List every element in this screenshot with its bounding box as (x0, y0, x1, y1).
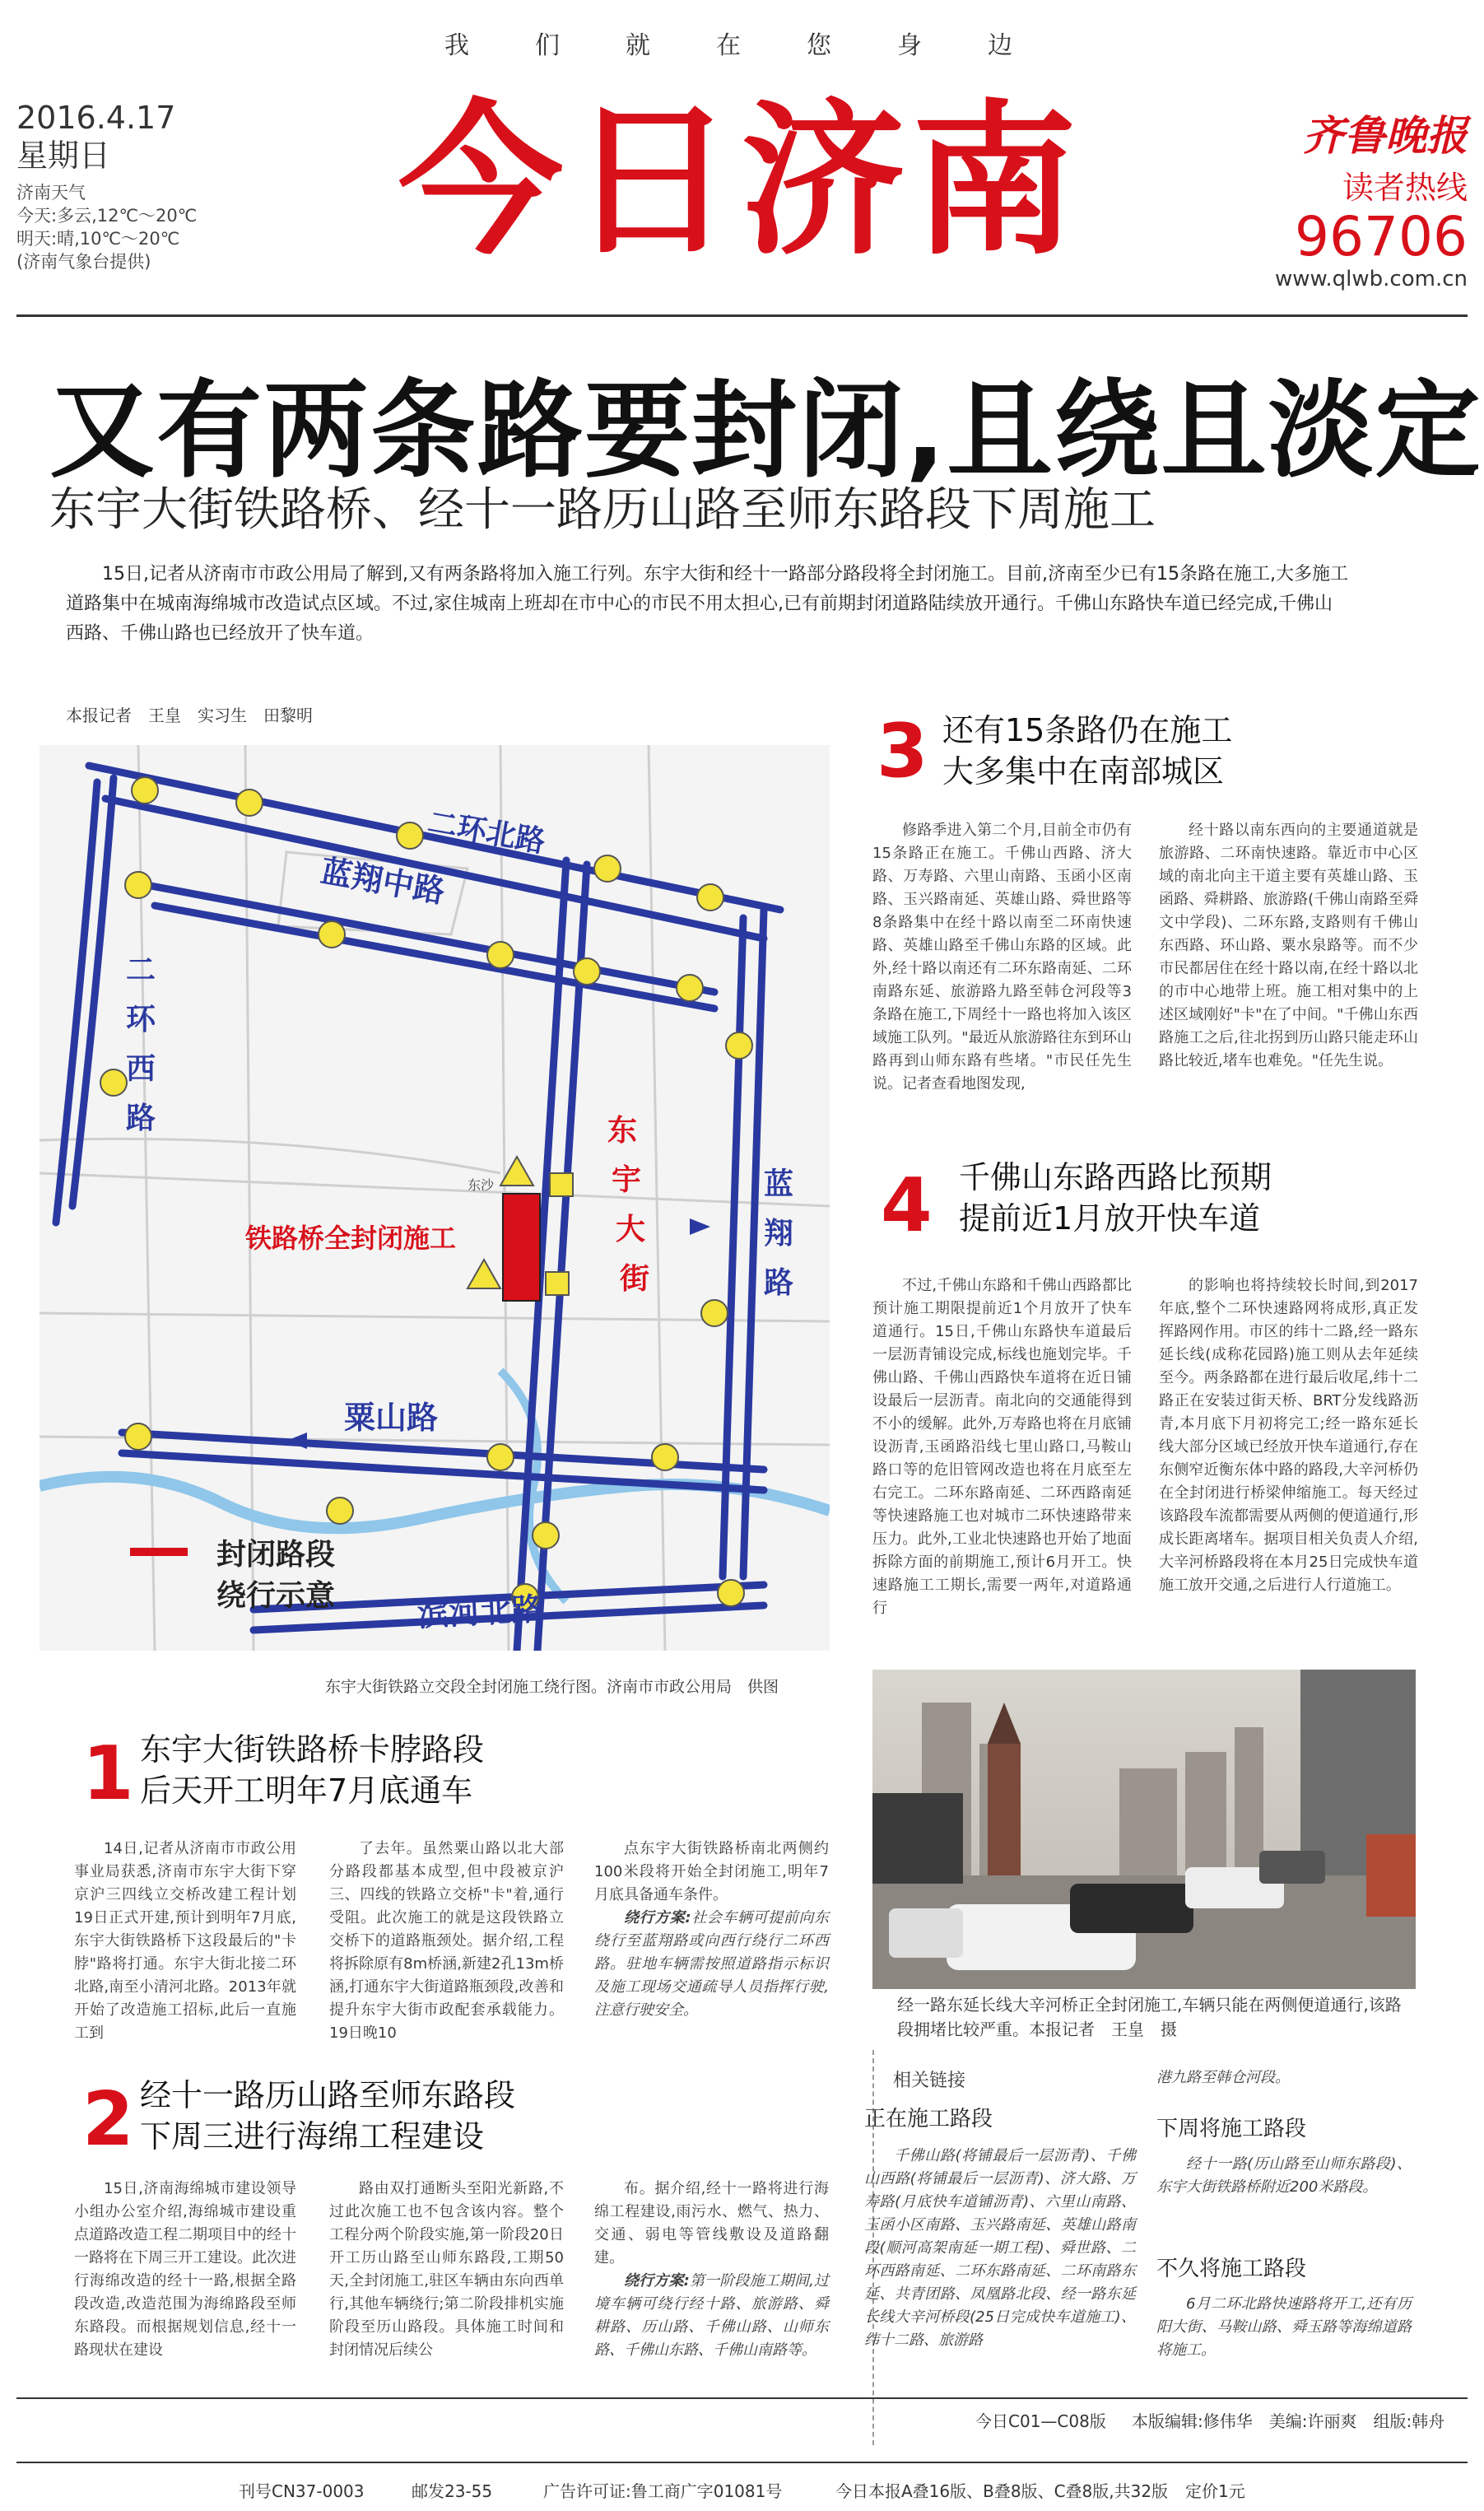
byline: 本报记者 王皇 实习生 田黎明 (66, 706, 313, 725)
photo-graphic (872, 1670, 1416, 1989)
masthead-slogan: 我们就在您身边 (444, 31, 1078, 60)
footer-postal: 邮发23-55 (412, 2481, 493, 2501)
map-label-lanxiang-3: 路 (764, 1265, 794, 1300)
map-label-dongyu-4: 街 (620, 1261, 650, 1296)
section-2-col1: 15日,济南海绵城市建设领导小组办公室介绍,海绵城市建设重点道路改造工程二期项目中的经十一路将在下周三开工建设。此次进行海绵改造的经十一路,根据全路段改造,改造范围为海绵路段至师东路段。而根据规划信息,经十一路现状在建设 (74, 2180, 296, 2359)
detour-map-graphic (40, 745, 830, 1651)
paper-logo: 齐鲁晚报 (1303, 111, 1468, 160)
map-label-erhuan-west-4: 路 (126, 1101, 156, 1135)
section-3-title-line1: 还有15条路仍在施工 (942, 712, 1233, 748)
masthead-title: 今日济南 (398, 84, 1083, 277)
related-upcoming-title: 下周将施工路段 (1156, 2117, 1307, 2141)
section-3-title (942, 710, 1232, 792)
section-1-detour (594, 1907, 829, 2022)
footer-editors: 本版编辑:修伟华 美编:许丽爽 组版:韩舟 (1132, 2411, 1445, 2431)
weather-today: 今天:多云,12℃～20℃ (16, 206, 198, 226)
section-2-detour (594, 2270, 829, 2362)
map-legend-closed: 封闭路段 (216, 1537, 336, 1572)
section-2-number: 2 (82, 2076, 134, 2163)
map-caption: 东宇大街铁路立交段全封闭施工绕行图。济南市市政公用局 供图 (325, 1678, 779, 1696)
section-4-col2: 的影响也将持续较长时间,到2017年底,整个二环快速路网将成形,真正发挥路网作用。市区的纬十二路,经一路东延长线(成称花园路)施工则从去年延续至今。两条路都在进行最后收尾,纬十二路正在安装过街天桥、BRT分发线路沥青,本月底下月初将完工;经一路东延长线大部分区域已经放开快车道通行,存在东侧窄近衡东体中路的路段,大辛河桥仍在全封闭进行桥梁伸缩施工。每天经过该路段车流都需要从两侧的便道通行,形成长距离堵车。据项目相关负责人介绍,大辛河桥路段将在本月25日完成快车道施工放开交通,之后进行人行道施工。 (1159, 1277, 1418, 1594)
weather-source: (济南气象台提供) (16, 252, 151, 272)
map-legend-detour: 绕行示意 (216, 1578, 336, 1613)
section-1-col2: 了去年。虽然粟山路以北大部分路段都基本成型,但中段被京沪三、四线的铁路立交桥"卡"着,通行受阻。此次施工的就是这段铁路立交桥下的道路瓶颈处。据介绍,工程将拆除原有8m桥涵,新建2孔13m桥涵,打通东宇大街道路瓶颈段,改善和提升东宇大街市政配套承载能力。19日晚10 (329, 1840, 564, 2042)
map-label-lanxiang-2: 翔 (764, 1216, 794, 1251)
map-label-erhuan-west-3: 西 (126, 1051, 156, 1086)
related-upcoming-text: 经十一路(历山路至山师东路段)、东宇大街铁路桥附近200米路段。 (1156, 2155, 1412, 2196)
section-2-detour-title: 绕行方案: (624, 2272, 690, 2290)
hotline-label: 读者热线 (1342, 170, 1468, 206)
map-label-dongyu-2: 宇 (612, 1162, 642, 1197)
section-2-col3 (594, 2178, 829, 2362)
section-1-title (140, 1729, 484, 1811)
map-label-erhuan-west-2: 环 (126, 1002, 156, 1037)
map-label-binhe-north: 滨河北路 (416, 1590, 544, 1633)
section-4-title-line1: 千佛山东路西路比预期 (959, 1159, 1272, 1195)
section-1-col3-text: 点东宇大街铁路桥南北两侧约100米段将开始全封闭施工,明年7月底具备通车条件。 (594, 1840, 829, 1903)
section-2-col2: 路由双打通断头至阳光新路,不过此次施工也不包含该内容。整个工程分两个阶段实施,第一阶段20日开工历山路至山师东路段,工期50天,全封闭施工,驻区车辆由东向西单行,其他车辆绕行;第二阶段排机实施阶段至历山路段。具体施工时间和封闭情况后续公 (329, 2180, 564, 2359)
footer-rule-top (16, 2397, 1468, 2399)
related-longterm-text: 6月二环北路快速路将开工,还有历阳大街、马鞍山路、舜玉路等海绵道路将施工。 (1156, 2295, 1412, 2359)
section-2-title-line2: 下周三进行海绵工程建设 (140, 2118, 485, 2155)
section-3-title-line2: 大多集中在南部城区 (942, 753, 1225, 790)
page-subheadline: 东宇大街铁路桥、经十一路历山路至师东路段下周施工 (49, 483, 1156, 537)
section-2-title-line1: 经十一路历山路至师东路段 (140, 2077, 516, 2113)
related-current-text: 千佛山路(将铺最后一层沥青)、千佛山西路(将铺最后一层沥青)、济大路、万寿路(月底快车道铺沥青)、六里山南路、玉函小区南路、玉兴路南延、英雄山路南段(顺河高架南延一期工程)、舜世路、二环西路南延、二环东路南延、二环南路东延、共青团路、凤凰路北段、经一路东延长线大辛河桥段(25日完成快车道施工)、纬十二路、旅游路 (864, 2147, 1136, 2349)
map-label-lanxiang-1: 蓝 (764, 1167, 794, 1201)
related-title: 相关链接 (893, 2071, 966, 2091)
weather-title: 济南天气 (16, 183, 86, 203)
issue-weekday: 星期日 (16, 137, 111, 174)
section-3-number: 3 (877, 708, 928, 794)
lead-paragraph: 15日,记者从济南市市政公用局了解到,又有两条路将加入施工行列。东宇大街和经十一路部分路段将全封闭施工。目前,济南至少已有15条路在施工,大多施工道路集中在城南海绵城市改造试点区域。不过,家住城南上班却在市中心的市民不用太担心,已有前期封闭道路陆续放开通行。千佛山东路快车道已经完成,千佛山西路、千佛山路也已经放开了快车道。 (66, 564, 1348, 644)
section-2-detour-text: 第一阶段施工期间,过境车辆可绕行经十路、旅游路、舜耕路、历山路、千佛山路、山师东路、千佛山东路、千佛山南路等。 (594, 2272, 829, 2359)
section-3-col2: 经十路以南东西向的主要通道就是旅游路、二环南快速路。靠近市中心区域的南北向主干道主要有英雄山路、玉函路、舜耕路、旅游路(千佛山南路至舜文中学段)、二环东路,支路则有千佛山东西路、环山路、粟水泉路等。而不少市民都居住在经十路以南,在经十路以北的市中心地带上班。施工相对集中的上述区域刚好"卡"在了中间。"千佛山东西路施工之后,往北拐到历山路只能走环山路比较近,堵车也难免。"任先生说。 (1159, 822, 1418, 1069)
map-label-closure: 铁路桥全封闭施工 (245, 1223, 457, 1254)
section-1-title-line1: 东宇大街铁路桥卡脖路段 (140, 1731, 485, 1768)
section-2-title (140, 2075, 515, 2157)
section-3-col1: 修路季进入第二个月,目前全市仍有15条路正在施工。千佛山西路、济大路、万寿路、六里山南路、玉函小区南路、玉兴路南延、英雄山路、舜世路等8条路集中在经十路以南至二环南快速路、英雄山路至千佛山东路的区域。此外,经十路以南还有二环东路南延、二环南路东延、旅游路九路至韩仓河段等3条路在施工,下周经十一路也将加入该区域施工队列。"最近从旅游路往东到环山路再到山师东路有些堵。"市民任先生说。记者查看地图发现, (872, 822, 1132, 1092)
related-current-title: 正在施工路段 (864, 2107, 993, 2131)
paper-brand (1275, 103, 1468, 291)
footer-issn: 刊号CN37-0003 (239, 2481, 365, 2501)
section-2-col3-text: 布。据介绍,经十一路将进行海绵工程建设,雨污水、燃气、热力、交通、弱电等管线敷设及道路翻建。 (594, 2180, 829, 2266)
footer-pages: 今日本报A叠16版、B叠8版、C叠8版,共32版 (835, 2481, 1169, 2501)
photo-caption: 经一路东延长线大辛河桥正全封闭施工,车辆只能在两侧便道通行,该路段拥堵比较严重。本报记者 王皇 摄 (897, 1995, 1402, 2039)
map-label-erhuan-north: 二环北路 (425, 804, 548, 860)
detour-map (40, 745, 830, 1651)
section-1-title-line2: 后天开工明年7月底通车 (140, 1773, 473, 1809)
paper-url[interactable]: www.qlwb.com.cn (1275, 267, 1468, 291)
masthead-divider (16, 314, 1468, 317)
issue-date: 2016.4.17 (16, 100, 176, 136)
weather-tomorrow: 明天:晴,10℃～20℃ (16, 229, 180, 249)
news-photo (872, 1670, 1416, 1989)
map-label-small: 东沙 (468, 1177, 495, 1193)
section-1-number: 1 (82, 1731, 134, 1817)
footer-rule-bottom (16, 2462, 1468, 2463)
map-label-erhuan-west-1: 二 (126, 953, 156, 987)
section-1-col1: 14日,记者从济南市市政公用事业局获悉,济南市东宇大街下穿京沪三四线立交桥改建工程计划19日正式开建,预计到明年7月底,东宇大街铁路桥下这段最后的"卡脖"路将打通。东宇大街北接二环北路,南至小清河北路。2013年就开始了改造施工招标,此后一直施工到 (74, 1840, 296, 2042)
map-label-dongyu-3: 大 (616, 1212, 646, 1246)
map-label-dongyu-1: 东 (607, 1113, 638, 1148)
masthead-date (16, 99, 175, 175)
section-4-number: 4 (881, 1162, 933, 1249)
footer-ad-license: 广告许可证:鲁工商广字01081号 (543, 2481, 783, 2501)
section-1-detour-title: 绕行方案: (624, 1909, 691, 1926)
section-4-col1: 不过,千佛山东路和千佛山西路都比预计施工期限提前近1个月放开了快车道通行。15日,千佛山东路快车道最后一层沥青铺设完成,标线也施划完毕。千佛山路、千佛山西路快车道将在近日铺设最后一层沥青。南北向的交通能得到不小的缓解。此外,万寿路也将在月底铺设沥青,玉函路沿线七里山路口,马鞍山路口等的危旧管网改造也将在月底至左右完工。二环东路南延、二环西路南延等快速路施工也对城市二环快速路带来压力。此外,工业北快速路也开始了地面拆除方面的前期施工,预计6月开工。快速路施工工期长,需要一两年,对道路通行 (872, 1277, 1132, 1617)
section-1-detour-text: 社会车辆可提前向东绕行至蓝翔路或向西行绕行二环西路。驻地车辆需按照道路指示标识及施工现场交通疏导人员指挥行驶,注意行驶安全。 (594, 1909, 830, 2019)
footer-page-info: 今日C01—C08版 (975, 2411, 1106, 2431)
weather-box (16, 181, 197, 273)
map-label-su-shan: 粟山路 (344, 1399, 439, 1436)
section-4-title (959, 1157, 1272, 1239)
section-1-col3 (594, 1838, 829, 2022)
footer-price: 定价1元 (1185, 2481, 1245, 2501)
related-current-tail: 港九路至韩仓河段。 (1156, 2069, 1290, 2086)
map-label-lanxiang-mid: 蓝翔中路 (318, 851, 448, 911)
section-4-title-line2: 提前近1月放开快车道 (959, 1200, 1261, 1237)
related-longterm-title: 不久将施工路段 (1156, 2257, 1307, 2281)
page-headline: 又有两条路要封闭,且绕且淡定 (49, 370, 1482, 492)
hotline-number: 96706 (1295, 205, 1468, 268)
